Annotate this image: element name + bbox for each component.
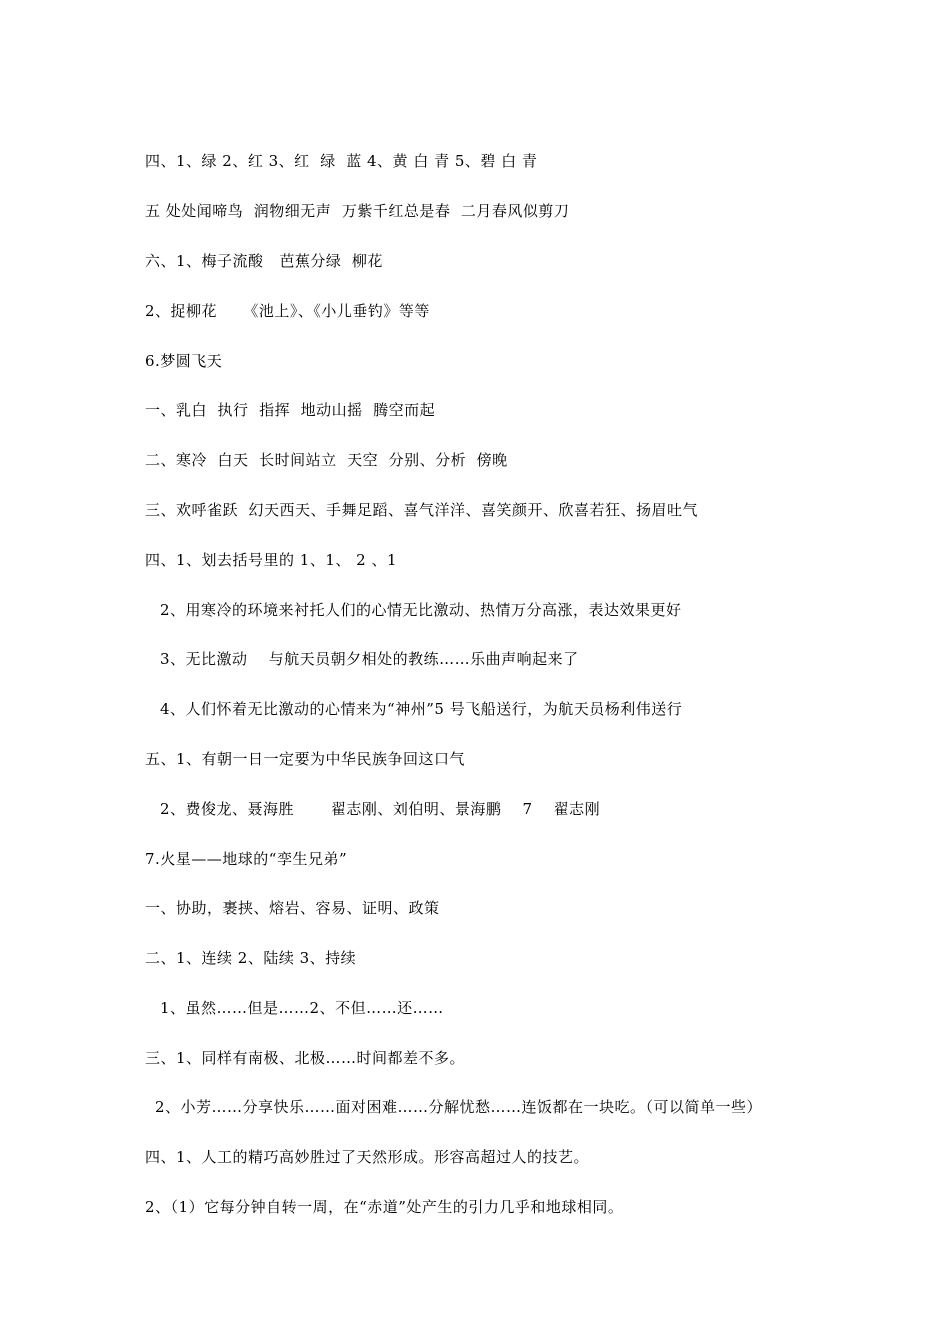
answer-line-4-4: 4、人们怀着无比激动的心情来为“神州”5 号飞船送行，为航天员杨利伟送行 — [160, 700, 683, 718]
answer-line-7-2b: 1、虽然……但是……2、不但……还…… — [160, 999, 444, 1017]
answer-line-4-colors: 四、1、绿 2、红 3、红 绿 蓝 4、黄 白 青 5、碧 白 青 — [145, 152, 538, 170]
answer-line-7-2: 二、1、连续 2、陆续 3、持续 — [145, 949, 357, 967]
answer-line-2: 二、寒冷 白天 长时间站立 天空 分别、分析 傍晚 — [145, 451, 508, 469]
answer-line-6-2: 2、捉柳花 《池上》、《小儿垂钓》等等 — [145, 302, 430, 320]
answer-line-7-1: 一、协助，裹挟、熔岩、容易、证明、政策 — [145, 899, 440, 917]
answer-line-4-3: 3、无比激动 与航天员朝夕相处的教练……乐曲声响起来了 — [160, 650, 579, 668]
answer-line-3: 三、欢呼雀跃 幻天西天、手舞足蹈、喜气洋洋、喜笑颜开、欣喜若狂、扬眉吐气 — [145, 501, 699, 519]
answer-line-7-4b: 2、（1）它每分钟自转一周，在“赤道”处产生的引力几乎和地球相同。 — [145, 1198, 624, 1216]
section-heading-6: 6.梦圆飞天 — [145, 352, 223, 370]
section-heading-7: 7.火星——地球的“孪生兄弟” — [145, 850, 348, 868]
answer-line-7-3: 三、1、同样有南极、北极……时间都差不多。 — [145, 1049, 466, 1067]
answer-line-7-4: 四、1、人工的精巧高妙胜过了天然形成。形容高超过人的技艺。 — [145, 1148, 590, 1166]
answer-line-5-2: 2、费俊龙、聂海胜 翟志刚、刘伯明、景海鹏 7 翟志刚 — [160, 800, 601, 818]
answer-line-7-3b: 2、小芳……分享快乐……面对困难……分解忧愁……连饭都在一块吃。（可以简单一些） — [155, 1098, 763, 1116]
answer-line-6-1: 六、1、梅子流酸 芭蕉分绿 柳花 — [145, 252, 383, 270]
answer-line-4-2: 2、用寒冷的环境来衬托人们的心情无比激动、热情万分高涨，表达效果更好 — [160, 601, 682, 619]
answer-line-5-poems: 五 处处闻啼鸟 润物细无声 万紫千红总是春 二月春风似剪刀 — [145, 202, 570, 220]
answer-line-4-1: 四、1、划去括号里的 1、1、 2 、1 — [145, 551, 398, 569]
answer-line-5-1: 五、1、有朝一日一定要为中华民族争回这口气 — [145, 750, 466, 768]
answer-line-1: 一、乳白 执行 指挥 地动山摇 腾空而起 — [145, 401, 436, 419]
